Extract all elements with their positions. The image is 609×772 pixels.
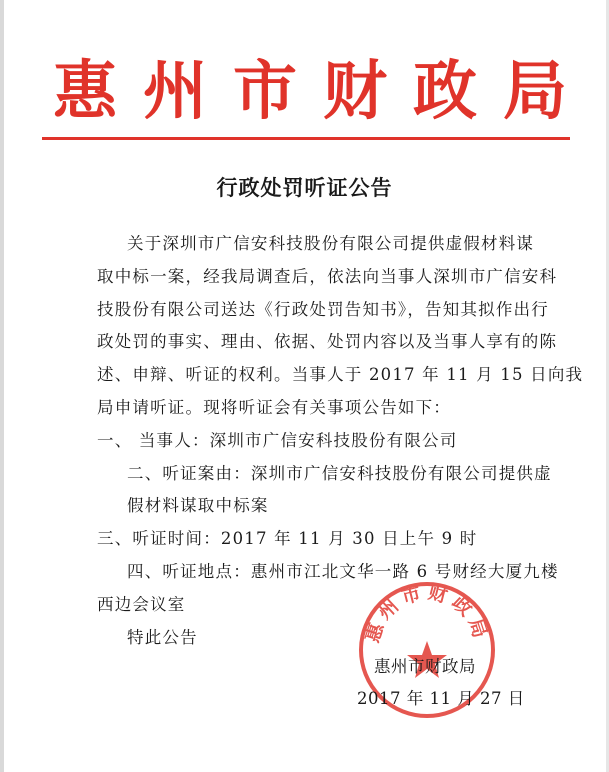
scan-edge-left xyxy=(0,0,4,772)
body-line: 技股份有限公司送达《行政处罚告知书》，告知其拟作出行 xyxy=(97,300,549,319)
signature-date: 2017 年 11 月 27 日 xyxy=(357,689,525,708)
letterhead-char: 局 xyxy=(503,54,567,129)
body-line: 述、申辩、听证的权利。当事人于 2017 年 11 月 15 日向我 xyxy=(97,365,584,384)
closing-remark: 特此公告 xyxy=(127,628,198,647)
body-line: 关于深圳市广信安科技股份有限公司提供虚假材料谋 xyxy=(127,234,535,253)
item-case: 二、听证案由：深圳市广信安科技股份有限公司提供虚 xyxy=(127,464,552,483)
svg-text:惠州市财政局 xyxy=(361,580,493,645)
letterhead-char: 市 xyxy=(233,54,297,129)
item-case-cont: 假材料谋取中标案 xyxy=(127,496,269,515)
letterhead-char: 州 xyxy=(143,54,207,129)
letterhead-char: 财 xyxy=(323,54,387,129)
item-location-cont: 西边会议室 xyxy=(97,595,186,614)
letterhead-char: 政 xyxy=(413,54,477,129)
notice-title: 行政处罚听证公告 xyxy=(216,175,393,200)
letterhead-divider xyxy=(42,137,570,140)
letterhead-char: 惠 xyxy=(53,54,117,129)
item-party: 一、 当事人：深圳市广信安科技股份有限公司 xyxy=(97,431,458,450)
item-location: 四、听证地点：惠州市江北文华一路 6 号财经大厦九楼 xyxy=(127,562,559,581)
signature-organization: 惠州市财政局 xyxy=(374,657,476,676)
body-line: 取中标一案，经我局调查后，依法向当事人深圳市广信安科 xyxy=(97,267,558,286)
body-line: 政处罚的事实、理由、依据、处罚内容以及当事人享有的陈 xyxy=(97,332,558,351)
item-time: 三、听证时间：2017 年 11 月 30 日上午 9 时 xyxy=(97,529,478,548)
seal-text: 惠州市财政局 xyxy=(361,581,493,646)
letterhead-title xyxy=(50,54,570,129)
body-line: 局申请听证。现将听证会有关事项公告如下： xyxy=(97,398,451,417)
